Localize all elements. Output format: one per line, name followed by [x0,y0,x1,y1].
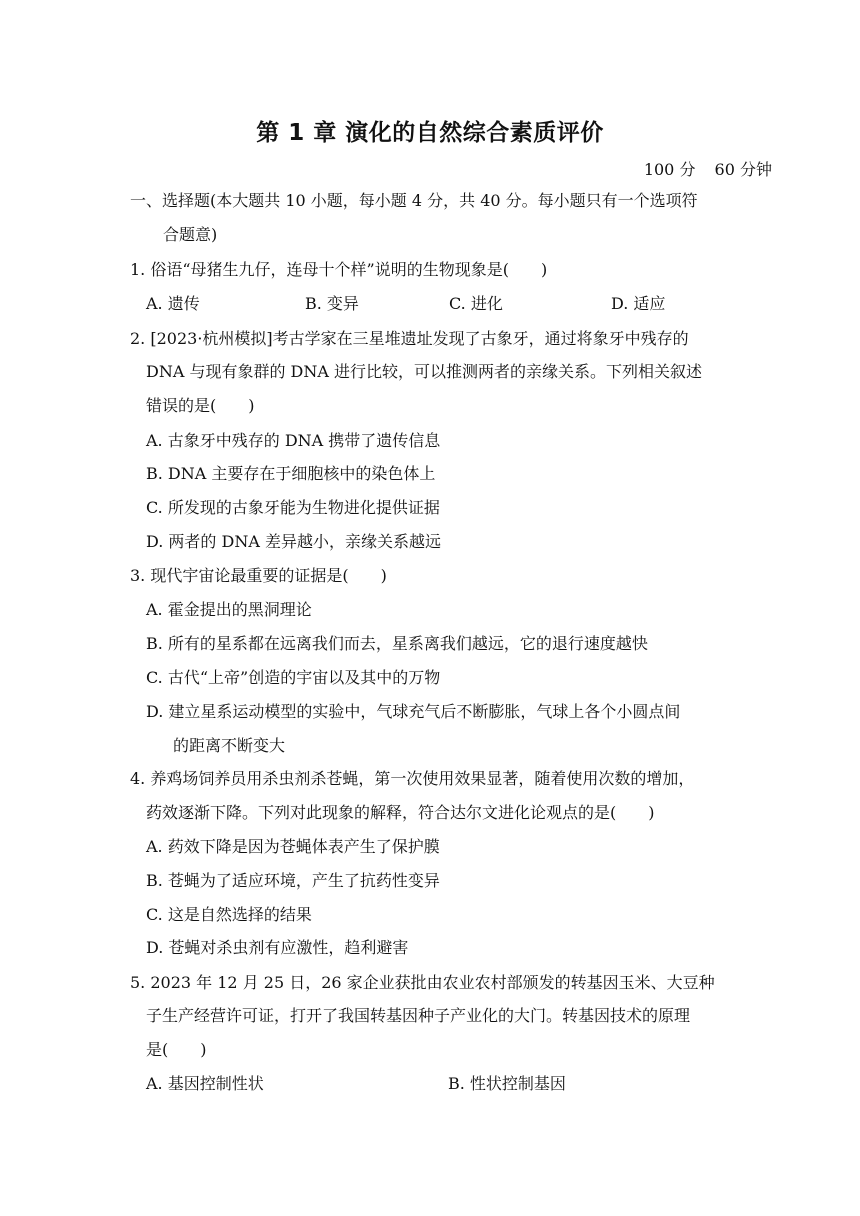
question-5-stem-cont: 子生产经营许可证，打开了我国转基因种子产业化的大门。转基因技术的原理 [146,1006,691,1025]
question-4-option-b[interactable]: B. 苍蝇为了适应环境，产生了抗药性变异 [146,871,440,890]
question-3-option-b[interactable]: B. 所有的星系都在远离我们而去，星系离我们越远，它的退行速度越快 [146,634,648,653]
time-label: 60 分钟 [714,160,772,179]
question-4-option-d[interactable]: D. 苍蝇对杀虫剂有应激性，趋利避害 [146,938,409,957]
question-4-option-a[interactable]: A. 药效下降是因为苍蝇体表产生了保护膜 [146,837,440,856]
question-3-option-d-cont: 的距离不断变大 [173,736,286,755]
section-heading-cont: 合题意) [163,225,218,244]
question-2-stem-cont: DNA 与现有象群的 DNA 进行比较，可以推测两者的亲缘关系。下列相关叙述 [146,362,703,381]
question-1-stem: 1. 俗语“母猪生九仔，连母十个样”说明的生物现象是( ) [130,260,548,279]
question-3-option-c[interactable]: C. 古代“上帝”创造的宇宙以及其中的万物 [146,668,441,687]
question-2-stem-end: 错误的是( ) [146,396,255,415]
question-1-option-b[interactable]: B. 变异 [305,294,359,313]
question-4-option-c[interactable]: C. 这是自然选择的结果 [146,905,312,924]
question-4-stem-cont: 药效逐渐下降。下列对此现象的解释，符合达尔文进化论观点的是( ) [146,803,655,822]
question-5-option-a[interactable]: A. 基因控制性状 [146,1074,264,1093]
page-title: 第 1 章 演化的自然综合素质评价 [256,120,604,146]
question-2-option-d[interactable]: D. 两者的 DNA 差异越小，亲缘关系越远 [146,532,441,551]
score-label: 100 分 [643,160,696,179]
question-2-stem: 2. [2023·杭州模拟]考古学家在三星堆遗址发现了古象牙，通过将象牙中残存的 [130,329,689,348]
exam-meta [630,157,772,180]
question-3-stem: 3. 现代宇宙论最重要的证据是( ) [130,566,387,585]
question-5-stem-end: 是( ) [146,1040,207,1059]
question-4-stem: 4. 养鸡场饲养员用杀虫剂杀苍蝇，第一次使用效果显著，随着使用次数的增加， [130,769,695,788]
section-heading: 一、选择题(本大题共 10 小题，每小题 4 分，共 40 分。每小题只有一个选项符 [130,191,698,210]
question-5-stem: 5. 2023 年 12 月 25 日，26 家企业获批由农业农村部颁发的转基因玉米、大豆种 [130,973,715,992]
question-5-option-b[interactable]: B. 性状控制基因 [448,1074,566,1093]
question-2-option-b[interactable]: B. DNA 主要存在于细胞核中的染色体上 [146,464,436,483]
question-1-option-d[interactable]: D. 适应 [611,294,666,313]
question-1-option-c[interactable]: C. 进化 [449,294,503,313]
question-1-option-a[interactable]: A. 遗传 [146,294,200,313]
question-3-option-d[interactable]: D. 建立星系运动模型的实验中，气球充气后不断膨胀，气球上各个小圆点间 [146,702,681,721]
question-2-option-c[interactable]: C. 所发现的古象牙能为生物进化提供证据 [146,498,440,517]
question-2-option-a[interactable]: A. 古象牙中残存的 DNA 携带了遗传信息 [146,431,441,450]
question-3-option-a[interactable]: A. 霍金提出的黑洞理论 [146,600,312,619]
